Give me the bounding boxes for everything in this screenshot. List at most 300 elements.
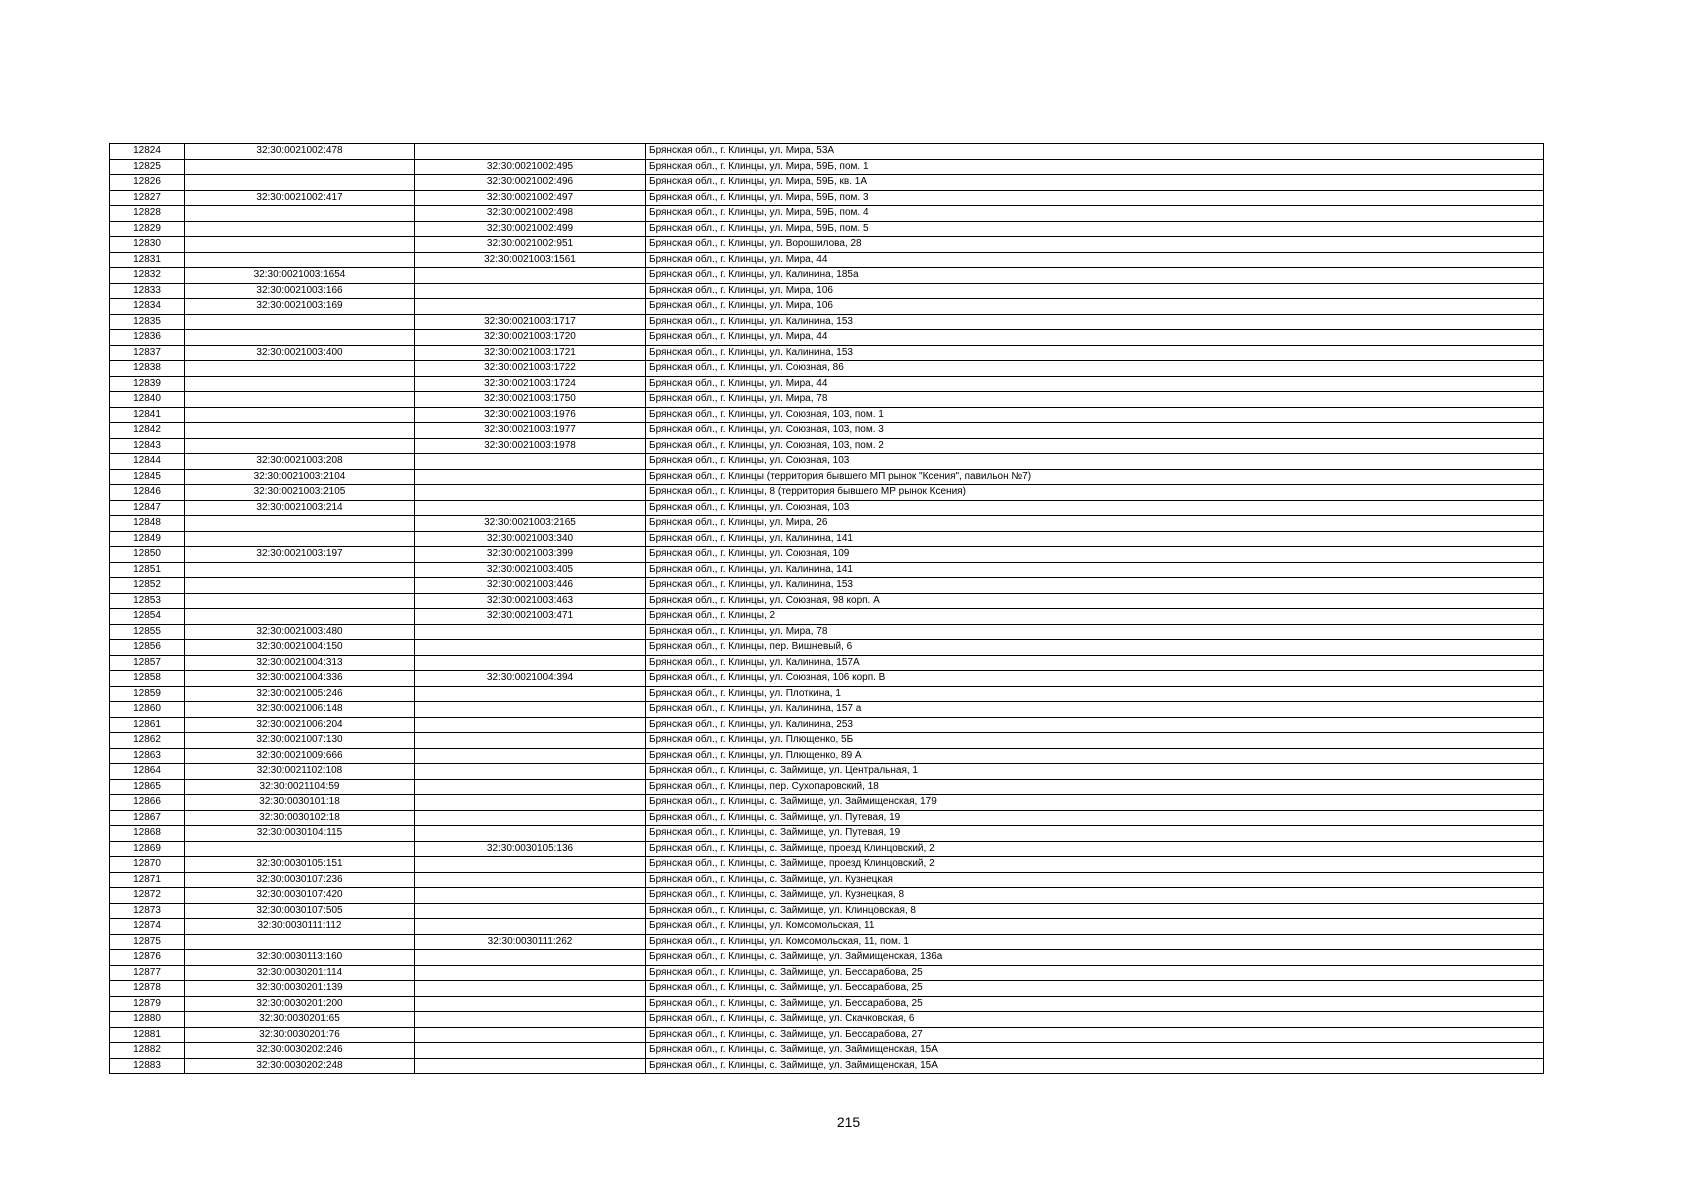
address-cell: Брянская обл., г. Клинцы, ул. Союзная, 103, пом. 1 [646, 407, 1544, 423]
cadastral-number-cell [185, 407, 415, 423]
row-number-cell: 12874 [110, 919, 185, 935]
table-row [110, 438, 1544, 454]
table-row [110, 841, 1544, 857]
cadastral-table [109, 143, 1544, 1074]
address-cell: Брянская обл., г. Клинцы, ул. Мира, 59Б, кв. 1А [646, 175, 1544, 191]
cadastral-number-cell: 32:30:0021006:204 [185, 717, 415, 733]
cadastral-number-cell [185, 206, 415, 222]
address-cell: Брянская обл., г. Клинцы, ул. Плоткина, 1 [646, 686, 1544, 702]
row-number-cell: 12853 [110, 593, 185, 609]
room-cadastral-number-cell [415, 826, 646, 842]
row-number-cell: 12839 [110, 376, 185, 392]
address-cell: Брянская обл., г. Клинцы, ул. Союзная, 103 [646, 500, 1544, 516]
cadastral-number-cell: 32:30:0021003:208 [185, 454, 415, 470]
room-cadastral-number-cell [415, 144, 646, 160]
room-cadastral-number-cell [415, 299, 646, 315]
room-cadastral-number-cell [415, 500, 646, 516]
address-cell: Брянская обл., г. Клинцы, ул. Калинина, 157А [646, 655, 1544, 671]
row-number-cell: 12824 [110, 144, 185, 160]
room-cadastral-number-cell: 32:30:0021003:1721 [415, 345, 646, 361]
address-cell: Брянская обл., г. Клинцы, с. Займище, ул. Клинцовская, 8 [646, 903, 1544, 919]
row-number-cell: 12857 [110, 655, 185, 671]
room-cadastral-number-cell: 32:30:0021003:405 [415, 562, 646, 578]
table-row [110, 330, 1544, 346]
row-number-cell: 12835 [110, 314, 185, 330]
table-row [110, 686, 1544, 702]
address-cell: Брянская обл., г. Клинцы, ул. Союзная, 109 [646, 547, 1544, 563]
address-cell: Брянская обл., г. Клинцы, с. Займище, ул. Займищенская, 15А [646, 1058, 1544, 1074]
cadastral-number-cell [185, 376, 415, 392]
cadastral-number-cell: 32:30:0021003:1654 [185, 268, 415, 284]
cadastral-number-cell [185, 562, 415, 578]
table-row [110, 407, 1544, 423]
cadastral-number-cell: 32:30:0030113:160 [185, 950, 415, 966]
room-cadastral-number-cell [415, 702, 646, 718]
row-number-cell: 12875 [110, 934, 185, 950]
row-number-cell: 12830 [110, 237, 185, 253]
row-number-cell: 12826 [110, 175, 185, 191]
room-cadastral-number-cell [415, 810, 646, 826]
address-cell: Брянская обл., г. Клинцы, ул. Плющенко, 89 А [646, 748, 1544, 764]
table-row [110, 1043, 1544, 1059]
table-row [110, 345, 1544, 361]
table-row [110, 593, 1544, 609]
room-cadastral-number-cell [415, 717, 646, 733]
cadastral-number-cell: 32:30:0030201:114 [185, 965, 415, 981]
cadastral-number-cell [185, 330, 415, 346]
cadastral-number-cell: 32:30:0021007:130 [185, 733, 415, 749]
row-number-cell: 12871 [110, 872, 185, 888]
table-row [110, 609, 1544, 625]
address-cell: Брянская обл., г. Клинцы, ул. Калинина, 253 [646, 717, 1544, 733]
room-cadastral-number-cell [415, 283, 646, 299]
cadastral-number-cell: 32:30:0021102:108 [185, 764, 415, 780]
address-cell: Брянская обл., г. Клинцы, с. Займище, ул. Бессарабова, 25 [646, 981, 1544, 997]
room-cadastral-number-cell: 32:30:0021003:1720 [415, 330, 646, 346]
row-number-cell: 12859 [110, 686, 185, 702]
cadastral-number-cell [185, 593, 415, 609]
row-number-cell: 12856 [110, 640, 185, 656]
table-row [110, 872, 1544, 888]
cadastral-number-cell: 32:30:0021004:150 [185, 640, 415, 656]
row-number-cell: 12868 [110, 826, 185, 842]
table-row [110, 996, 1544, 1012]
room-cadastral-number-cell [415, 1043, 646, 1059]
room-cadastral-number-cell [415, 872, 646, 888]
room-cadastral-number-cell: 32:30:0021003:471 [415, 609, 646, 625]
address-cell: Брянская обл., г. Клинцы, ул. Мира, 59Б, пом. 4 [646, 206, 1544, 222]
room-cadastral-number-cell [415, 1027, 646, 1043]
address-cell: Брянская обл., г. Клинцы, ул. Калинина, 153 [646, 345, 1544, 361]
cadastral-number-cell: 32:30:0030105:151 [185, 857, 415, 873]
table-row [110, 144, 1544, 160]
table-row [110, 423, 1544, 439]
address-cell: Брянская обл., г. Клинцы, ул. Калинина, 153 [646, 578, 1544, 594]
room-cadastral-number-cell [415, 640, 646, 656]
cadastral-number-cell: 32:30:0030101:18 [185, 795, 415, 811]
table-row [110, 562, 1544, 578]
table-row [110, 175, 1544, 191]
address-cell: Брянская обл., г. Клинцы, ул. Мира, 78 [646, 624, 1544, 640]
row-number-cell: 12873 [110, 903, 185, 919]
room-cadastral-number-cell [415, 485, 646, 501]
cadastral-number-cell: 32:30:0021002:478 [185, 144, 415, 160]
row-number-cell: 12865 [110, 779, 185, 795]
room-cadastral-number-cell [415, 655, 646, 671]
row-number-cell: 12855 [110, 624, 185, 640]
row-number-cell: 12828 [110, 206, 185, 222]
table-row [110, 361, 1544, 377]
row-number-cell: 12867 [110, 810, 185, 826]
cadastral-number-cell [185, 252, 415, 268]
room-cadastral-number-cell: 32:30:0021003:1717 [415, 314, 646, 330]
row-number-cell: 12851 [110, 562, 185, 578]
room-cadastral-number-cell: 32:30:0021002:951 [415, 237, 646, 253]
row-number-cell: 12861 [110, 717, 185, 733]
cadastral-number-cell [185, 578, 415, 594]
table-row [110, 919, 1544, 935]
address-cell: Брянская обл., г. Клинцы, ул. Комсомольская, 11 [646, 919, 1544, 935]
cadastral-number-cell [185, 237, 415, 253]
table-row [110, 454, 1544, 470]
table-row [110, 252, 1544, 268]
table-row [110, 779, 1544, 795]
cadastral-number-cell: 32:30:0030111:112 [185, 919, 415, 935]
row-number-cell: 12860 [110, 702, 185, 718]
cadastral-number-cell: 32:30:0021104:59 [185, 779, 415, 795]
room-cadastral-number-cell [415, 1012, 646, 1028]
table-row [110, 283, 1544, 299]
row-number-cell: 12866 [110, 795, 185, 811]
table-row [110, 469, 1544, 485]
row-number-cell: 12832 [110, 268, 185, 284]
cadastral-number-cell: 32:30:0021002:417 [185, 190, 415, 206]
room-cadastral-number-cell [415, 857, 646, 873]
room-cadastral-number-cell [415, 795, 646, 811]
row-number-cell: 12838 [110, 361, 185, 377]
room-cadastral-number-cell: 32:30:0021002:496 [415, 175, 646, 191]
row-number-cell: 12878 [110, 981, 185, 997]
address-cell: Брянская обл., г. Клинцы, 2 [646, 609, 1544, 625]
address-cell: Брянская обл., г. Клинцы, с. Займище, ул. Займищенская, 179 [646, 795, 1544, 811]
table-row [110, 190, 1544, 206]
address-cell: Брянская обл., г. Клинцы, с. Займище, проезд Клинцовский, 2 [646, 857, 1544, 873]
row-number-cell: 12825 [110, 159, 185, 175]
cadastral-number-cell [185, 423, 415, 439]
cadastral-number-cell: 32:30:0030104:115 [185, 826, 415, 842]
row-number-cell: 12882 [110, 1043, 185, 1059]
cadastral-number-cell: 32:30:0021003:166 [185, 283, 415, 299]
table-row [110, 376, 1544, 392]
room-cadastral-number-cell [415, 981, 646, 997]
table-row [110, 268, 1544, 284]
room-cadastral-number-cell: 32:30:0030105:136 [415, 841, 646, 857]
row-number-cell: 12846 [110, 485, 185, 501]
address-cell: Брянская обл., г. Клинцы, с. Займище, ул. Кузнецкая, 8 [646, 888, 1544, 904]
row-number-cell: 12837 [110, 345, 185, 361]
cadastral-number-cell: 32:30:0030201:76 [185, 1027, 415, 1043]
cadastral-number-cell: 32:30:0030102:18 [185, 810, 415, 826]
row-number-cell: 12833 [110, 283, 185, 299]
room-cadastral-number-cell: 32:30:0021004:394 [415, 671, 646, 687]
cadastral-number-cell [185, 392, 415, 408]
room-cadastral-number-cell [415, 996, 646, 1012]
room-cadastral-number-cell: 32:30:0021003:463 [415, 593, 646, 609]
row-number-cell: 12864 [110, 764, 185, 780]
address-cell: Брянская обл., г. Клинцы, с. Займище, ул. Путевая, 19 [646, 810, 1544, 826]
table-row [110, 748, 1544, 764]
row-number-cell: 12845 [110, 469, 185, 485]
cadastral-number-cell: 32:30:0030201:139 [185, 981, 415, 997]
address-cell: Брянская обл., г. Клинцы, ул. Союзная, 103, пом. 3 [646, 423, 1544, 439]
table-row [110, 1027, 1544, 1043]
row-number-cell: 12841 [110, 407, 185, 423]
row-number-cell: 12883 [110, 1058, 185, 1074]
address-cell: Брянская обл., г. Клинцы, ул. Мира, 59Б, пом. 3 [646, 190, 1544, 206]
row-number-cell: 12852 [110, 578, 185, 594]
cadastral-number-cell: 32:30:0021003:480 [185, 624, 415, 640]
address-cell: Брянская обл., г. Клинцы, с. Займище, ул. Бессарабова, 27 [646, 1027, 1544, 1043]
row-number-cell: 12844 [110, 454, 185, 470]
cadastral-table-body [110, 144, 1544, 1074]
row-number-cell: 12858 [110, 671, 185, 687]
table-row [110, 702, 1544, 718]
table-row [110, 733, 1544, 749]
room-cadastral-number-cell: 32:30:0021003:1978 [415, 438, 646, 454]
cadastral-number-cell: 32:30:0021005:246 [185, 686, 415, 702]
room-cadastral-number-cell [415, 903, 646, 919]
cadastral-number-cell [185, 531, 415, 547]
address-cell: Брянская обл., г. Клинцы, с. Займище, ул. Бессарабова, 25 [646, 965, 1544, 981]
table-row [110, 826, 1544, 842]
row-number-cell: 12877 [110, 965, 185, 981]
table-row [110, 655, 1544, 671]
address-cell: Брянская обл., г. Клинцы, ул. Калинина, 185а [646, 268, 1544, 284]
room-cadastral-number-cell: 32:30:0030111:262 [415, 934, 646, 950]
room-cadastral-number-cell: 32:30:0021003:1976 [415, 407, 646, 423]
cadastral-number-cell: 32:30:0030202:246 [185, 1043, 415, 1059]
cadastral-number-cell [185, 516, 415, 532]
table-row [110, 903, 1544, 919]
table-row [110, 531, 1544, 547]
address-cell: Брянская обл., г. Клинцы, ул. Калинина, 141 [646, 562, 1544, 578]
table-row [110, 500, 1544, 516]
address-cell: Брянская обл., г. Клинцы, пер. Вишневый, 6 [646, 640, 1544, 656]
cadastral-number-cell: 32:30:0030202:248 [185, 1058, 415, 1074]
room-cadastral-number-cell: 32:30:0021002:498 [415, 206, 646, 222]
table-row [110, 1058, 1544, 1074]
cadastral-number-cell: 32:30:0021003:2105 [185, 485, 415, 501]
table-row [110, 981, 1544, 997]
cadastral-number-cell: 32:30:0021003:197 [185, 547, 415, 563]
cadastral-number-cell: 32:30:0021003:169 [185, 299, 415, 315]
room-cadastral-number-cell: 32:30:0021003:2165 [415, 516, 646, 532]
row-number-cell: 12847 [110, 500, 185, 516]
table-row [110, 516, 1544, 532]
address-cell: Брянская обл., г. Клинцы, с. Займище, ул. Скачковская, 6 [646, 1012, 1544, 1028]
row-number-cell: 12881 [110, 1027, 185, 1043]
table-row [110, 578, 1544, 594]
row-number-cell: 12849 [110, 531, 185, 547]
address-cell: Брянская обл., г. Клинцы, ул. Мира, 78 [646, 392, 1544, 408]
table-row [110, 965, 1544, 981]
room-cadastral-number-cell: 32:30:0021003:399 [415, 547, 646, 563]
room-cadastral-number-cell [415, 268, 646, 284]
address-cell: Брянская обл., г. Клинцы, ул. Союзная, 86 [646, 361, 1544, 377]
table-row [110, 221, 1544, 237]
table-row [110, 299, 1544, 315]
table-row [110, 159, 1544, 175]
cadastral-number-cell [185, 841, 415, 857]
room-cadastral-number-cell: 32:30:0021003:1977 [415, 423, 646, 439]
cadastral-number-cell: 32:30:0021006:148 [185, 702, 415, 718]
cadastral-number-cell: 32:30:0030107:236 [185, 872, 415, 888]
cadastral-number-cell: 32:30:0030107:505 [185, 903, 415, 919]
address-cell: Брянская обл., г. Клинцы, ул. Союзная, 103, пом. 2 [646, 438, 1544, 454]
address-cell: Брянская обл., г. Клинцы, ул. Ворошилова, 28 [646, 237, 1544, 253]
row-number-cell: 12831 [110, 252, 185, 268]
address-cell: Брянская обл., г. Клинцы (территория бывшего МП рынок "Ксения", павильон №7) [646, 469, 1544, 485]
room-cadastral-number-cell [415, 919, 646, 935]
address-cell: Брянская обл., г. Клинцы, ул. Мира, 44 [646, 252, 1544, 268]
address-cell: Брянская обл., г. Клинцы, с. Займище, ул. Путевая, 19 [646, 826, 1544, 842]
table-row [110, 485, 1544, 501]
address-cell: Брянская обл., г. Клинцы, с. Займище, ул. Центральная, 1 [646, 764, 1544, 780]
cadastral-number-cell [185, 175, 415, 191]
row-number-cell: 12879 [110, 996, 185, 1012]
address-cell: Брянская обл., г. Клинцы, ул. Калинина, 157 а [646, 702, 1544, 718]
room-cadastral-number-cell: 32:30:0021003:446 [415, 578, 646, 594]
room-cadastral-number-cell: 32:30:0021002:497 [415, 190, 646, 206]
address-cell: Брянская обл., г. Клинцы, ул. Плющенко, 5Б [646, 733, 1544, 749]
row-number-cell: 12827 [110, 190, 185, 206]
cadastral-number-cell: 32:30:0021004:336 [185, 671, 415, 687]
row-number-cell: 12854 [110, 609, 185, 625]
cadastral-number-cell: 32:30:0021004:313 [185, 655, 415, 671]
room-cadastral-number-cell: 32:30:0021003:1724 [415, 376, 646, 392]
row-number-cell: 12840 [110, 392, 185, 408]
table-row [110, 764, 1544, 780]
table-row [110, 237, 1544, 253]
address-cell: Брянская обл., г. Клинцы, с. Займище, ул. Кузнецкая [646, 872, 1544, 888]
cadastral-number-cell: 32:30:0030201:200 [185, 996, 415, 1012]
address-cell: Брянская обл., г. Клинцы, с. Займище, ул. Займищенская, 15А [646, 1043, 1544, 1059]
table-row [110, 1012, 1544, 1028]
room-cadastral-number-cell [415, 624, 646, 640]
room-cadastral-number-cell [415, 950, 646, 966]
address-cell: Брянская обл., г. Клинцы, ул. Калинина, 153 [646, 314, 1544, 330]
row-number-cell: 12842 [110, 423, 185, 439]
address-cell: Брянская обл., г. Клинцы, ул. Мира, 106 [646, 283, 1544, 299]
room-cadastral-number-cell: 32:30:0021003:1561 [415, 252, 646, 268]
table-row [110, 795, 1544, 811]
room-cadastral-number-cell [415, 888, 646, 904]
table-row [110, 640, 1544, 656]
row-number-cell: 12872 [110, 888, 185, 904]
address-cell: Брянская обл., г. Клинцы, ул. Мира, 106 [646, 299, 1544, 315]
cadastral-number-cell [185, 361, 415, 377]
cadastral-number-cell: 32:30:0030201:65 [185, 1012, 415, 1028]
cadastral-number-cell: 32:30:0021003:2104 [185, 469, 415, 485]
row-number-cell: 12836 [110, 330, 185, 346]
address-cell: Брянская обл., г. Клинцы, ул. Мира, 53А [646, 144, 1544, 160]
room-cadastral-number-cell: 32:30:0021002:495 [415, 159, 646, 175]
address-cell: Брянская обл., г. Клинцы, ул. Калинина, 141 [646, 531, 1544, 547]
row-number-cell: 12829 [110, 221, 185, 237]
table-row [110, 624, 1544, 640]
room-cadastral-number-cell [415, 1058, 646, 1074]
cadastral-number-cell [185, 609, 415, 625]
room-cadastral-number-cell [415, 469, 646, 485]
row-number-cell: 12870 [110, 857, 185, 873]
row-number-cell: 12848 [110, 516, 185, 532]
row-number-cell: 12862 [110, 733, 185, 749]
address-cell: Брянская обл., г. Клинцы, с. Займище, проезд Клинцовский, 2 [646, 841, 1544, 857]
page-number: 215 [836, 1114, 861, 1130]
room-cadastral-number-cell [415, 764, 646, 780]
room-cadastral-number-cell: 32:30:0021003:1722 [415, 361, 646, 377]
row-number-cell: 12834 [110, 299, 185, 315]
table-row [110, 392, 1544, 408]
address-cell: Брянская обл., г. Клинцы, ул. Союзная, 98 корп. А [646, 593, 1544, 609]
table-row [110, 671, 1544, 687]
address-cell: Брянская обл., г. Клинцы, ул. Мира, 59Б, пом. 1 [646, 159, 1544, 175]
table-row [110, 206, 1544, 222]
table-row [110, 314, 1544, 330]
address-cell: Брянская обл., г. Клинцы, с. Займище, ул. Займищенская, 136а [646, 950, 1544, 966]
row-number-cell: 12869 [110, 841, 185, 857]
cadastral-number-cell [185, 934, 415, 950]
row-number-cell: 12850 [110, 547, 185, 563]
room-cadastral-number-cell: 32:30:0021003:340 [415, 531, 646, 547]
row-number-cell: 12863 [110, 748, 185, 764]
cadastral-number-cell: 32:30:0021009:666 [185, 748, 415, 764]
cadastral-number-cell [185, 314, 415, 330]
table-row [110, 547, 1544, 563]
address-cell: Брянская обл., г. Клинцы, ул. Комсомольская, 11, пом. 1 [646, 934, 1544, 950]
cadastral-number-cell: 32:30:0030107:420 [185, 888, 415, 904]
address-cell: Брянская обл., г. Клинцы, ул. Мира, 59Б, пом. 5 [646, 221, 1544, 237]
table-row [110, 857, 1544, 873]
room-cadastral-number-cell: 32:30:0021003:1750 [415, 392, 646, 408]
row-number-cell: 12843 [110, 438, 185, 454]
address-cell: Брянская обл., г. Клинцы, пер. Сухопаровский, 18 [646, 779, 1544, 795]
room-cadastral-number-cell [415, 748, 646, 764]
row-number-cell: 12880 [110, 1012, 185, 1028]
address-cell: Брянская обл., г. Клинцы, 8 (территория бывшего МР рынок Ксения) [646, 485, 1544, 501]
cadastral-number-cell [185, 221, 415, 237]
address-cell: Брянская обл., г. Клинцы, ул. Мира, 44 [646, 330, 1544, 346]
room-cadastral-number-cell [415, 686, 646, 702]
cadastral-number-cell: 32:30:0021003:400 [185, 345, 415, 361]
room-cadastral-number-cell [415, 965, 646, 981]
row-number-cell: 12876 [110, 950, 185, 966]
cadastral-number-cell [185, 159, 415, 175]
room-cadastral-number-cell [415, 733, 646, 749]
cadastral-number-cell: 32:30:0021003:214 [185, 500, 415, 516]
room-cadastral-number-cell: 32:30:0021002:499 [415, 221, 646, 237]
table-row [110, 934, 1544, 950]
address-cell: Брянская обл., г. Клинцы, ул. Мира, 26 [646, 516, 1544, 532]
table-row [110, 888, 1544, 904]
address-cell: Брянская обл., г. Клинцы, ул. Союзная, 103 [646, 454, 1544, 470]
address-cell: Брянская обл., г. Клинцы, с. Займище, ул. Бессарабова, 25 [646, 996, 1544, 1012]
table-row [110, 810, 1544, 826]
cadastral-number-cell [185, 438, 415, 454]
table-row [110, 950, 1544, 966]
room-cadastral-number-cell [415, 779, 646, 795]
address-cell: Брянская обл., г. Клинцы, ул. Мира, 44 [646, 376, 1544, 392]
